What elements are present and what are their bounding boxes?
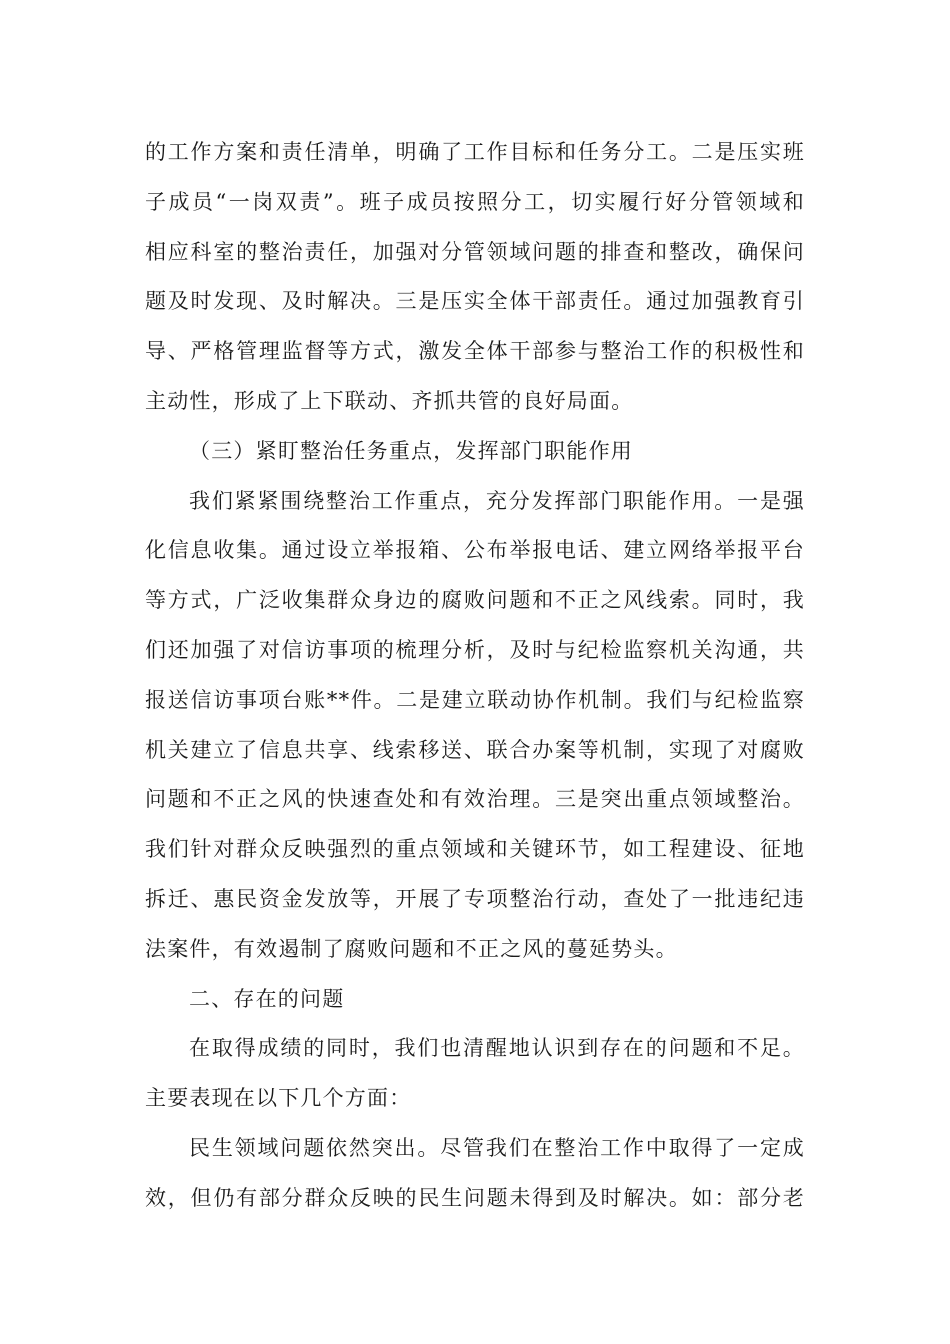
text-line: 化信息收集。通过设立举报箱、公布举报电话、建立网络举报平台 [145, 538, 805, 563]
text-line: 在取得成绩的同时，我们也清醒地认识到存在的问题和不足。 [189, 1036, 805, 1061]
text-line: 我们紧紧围绕整治工作重点，充分发挥部门职能作用。一是强 [189, 488, 805, 513]
text-line: 导、严格管理监督等方式，激发全体干部参与整治工作的积极性和 [145, 339, 805, 364]
text-line: 民生领域问题依然突出。尽管我们在整治工作中取得了一定成 [189, 1135, 805, 1160]
text-line: 拆迁、惠民资金发放等，开展了专项整治行动，查处了一批违纪违 [145, 886, 805, 911]
text-line: 主动性，形成了上下联动、齐抓共管的良好局面。 [145, 388, 634, 413]
text-line: 效，但仍有部分群众反映的民生问题未得到及时解决。如：部分老 [145, 1185, 805, 1210]
text-line: 相应科室的整治责任，加强对分管领域问题的排查和整改，确保问 [145, 239, 805, 264]
text-line: 法案件，有效遏制了腐败问题和不正之风的蔓延势头。 [145, 936, 678, 961]
text-line: 主要表现在以下几个方面： [145, 1086, 412, 1111]
document-page [145, 128, 805, 1224]
text-line: 等方式，广泛收集群众身边的腐败问题和不正之风线索。同时，我 [145, 588, 805, 613]
text-line: 的工作方案和责任清单，明确了工作目标和任务分工。二是压实班 [145, 140, 805, 164]
text-line: 报送信访事项台账**件。二是建立联动协作机制。我们与纪检监察 [145, 687, 805, 712]
document-body [145, 128, 805, 1224]
section-heading: （三）紧盯整治任务重点，发挥部门职能作用 [189, 438, 633, 463]
text-line: 我们针对群众反映强烈的重点领域和关键环节，如工程建设、征地 [145, 837, 805, 862]
text-line: 子成员“一岗双责”。班子成员按照分工，切实履行好分管领域和 [145, 189, 805, 214]
text-line: 题及时发现、及时解决。三是压实全体干部责任。通过加强教育引 [145, 289, 805, 314]
text-line: 机关建立了信息共享、线索移送、联合办案等机制，实现了对腐败 [145, 737, 805, 762]
section-heading: 二、存在的问题 [189, 986, 345, 1011]
text-line: 们还加强了对信访事项的梳理分析，及时与纪检监察机关沟通，共 [145, 637, 805, 662]
text-line: 问题和不正之风的快速查处和有效治理。三是突出重点领域整治。 [145, 787, 805, 812]
